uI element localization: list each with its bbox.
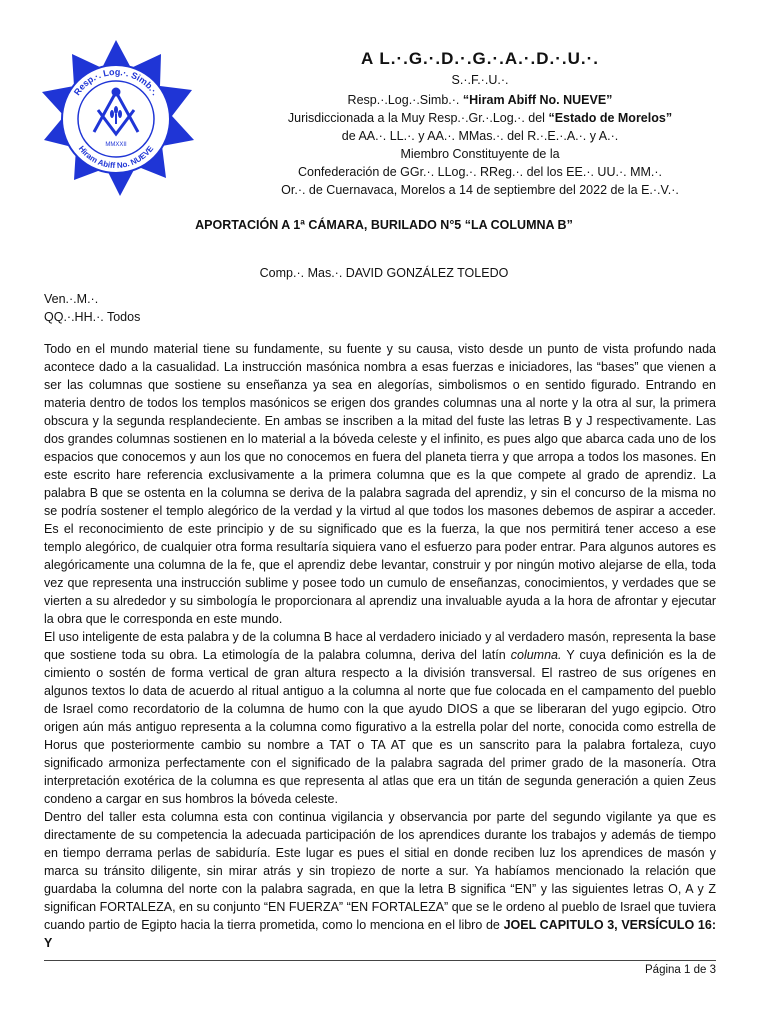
document-author: Comp.·. Mas.·. DAVID GONZÁLEZ TOLEDO xyxy=(259,266,509,280)
document-body xyxy=(44,340,716,952)
greeting-line2: QQ.·.HH.·. Todos xyxy=(44,310,141,324)
header-line5: Miembro Constituyente de la xyxy=(400,147,560,161)
header-title: A L.·.G.·.D.·.G.·.A.·.D.·.U.·. xyxy=(360,49,600,68)
paragraph-3: Dentro del taller esta columna esta con continua vigilancia y observancia por parte del segundo vigilante ya que es directamente de su competencia la adecuada participación de los aprendices durante los trabajos y además de tiempo en tiempo derrama perlas de sabiduría. Este lugar es pues el sitial en donde reciben luz los aprendices de masón y marca su tránsito diligente, sin mirar atrás y sin tropiezo de norte a sur. Ya habíamos mencionado la relación que guardaba la columna del norte con la palabra sagrada, en que la letra B significa “EN” y las siguientes letras O, A y Z significan FORTALEZA, en su conjunto “EN FUERZA” “EN FORTALEZA” que se le ordeno al pueblo de Israel que tuviera cuando partio de Egipto hacia la tierra prometida, como lo menciona en el libro de JOEL CAPITULO 3, VERSÍCULO 16: Y xyxy=(44,810,716,950)
header-line3: Jurisdiccionada a la Muy Resp.·.Gr.·.Log.·. del “Estado de Morelos” xyxy=(287,111,673,125)
document-topic: APORTACIÓN A 1ª CÁMARA, BURILADO N°5 “LA COLUMNA B” xyxy=(195,218,573,232)
footer-divider xyxy=(44,960,716,961)
seal-year: MMXXII xyxy=(105,142,127,148)
header-line7: Or.·. de Cuernavaca, Morelos a 14 de septiembre del 2022 de la E.·.V.·. xyxy=(281,183,679,197)
lodge-seal-logo xyxy=(36,40,196,200)
paragraph-2: El uso inteligente de esta palabra y de la columna B hace al verdadero iniciado y al verdadero masón, representa la base que sostiene toda su obra. La etimología de la palabra columna, deriva del latín columna. Y cuya definición es la de cimiento o sostén de forma vertical de gran altura respecto a la división transversal. El rastreo de sus orígenes en algunos textos lo data de acuerdo al ritual antiguo a la columna al norte que fue colocada en el campamento del pueblo de Israel como recordatorio de la columna de humo con la que ayudo DIOS a que se liberaran del yugo egipcio. Otro origen aún más antiguo representa a la columna como figurativo a la estrella polar del norte, conocida como estrella de Horus que posteriormente cambio su nombre a TAT o TA AT que es un sanscrito para la palabra fortaleza, cuyo significado armoniza perfectamente con el significado de la palabra sagrada del primer grado de la masonería. Otra interpretación exotérica de la columna es que representa al atlas que era un titán de segunda generación a quien Zeus condeno a cargar en sus hombros la bóveda celeste. xyxy=(44,630,716,806)
paragraph-1: Todo en el mundo material tiene su fundamente, su fuente y su causa, visto desde un punto de vista profundo nada acontece dado a la casualidad. La instrucción masónica nombra a esas fuerzas e iniciadores, las “bases” que vienen a ser las columnas que sostiene su enseñanza ya sea en alegorías, simbolismos o en sentido figurado. Entrando en materia dentro de todos los templos masónicos se erigen dos grandes columnas una al norte y la otra al sur, la primera obscura y la segunda resplandeciente. En ambas se inscriben a la mitad del fuste las letras B y J respectivamente. Las dos grandes columnas sostienen en lo material a la bóveda celeste y el infinito, es pues algo que abarca cada uno de los espacios que conocemos y aun los que no conocemos en fuera del planeta tierra y que arropa a todos los masones. En este escrito hare referencia exclusivamente a la primera columna que es la que compete al grado de aprendiz. La palabra B que se ostenta en la columna se deriva de la palabra sagrada del aprendiz, y sin el concurso de la misma no se podría sostener el templo alegórico de la verdad y la virtud al que todos los masones debemos de aspirar a acceder. Es el reconocimiento de este principio y de su significado que es la fuerza, la que nos permitirá tener acceso a ese templo alegórico, de cualquier otra forma resultaría siquiera vano el esfuerzo para poder entrar. Para algunos autores es alegóricamente una columna de la fe, que el aprendiz debe levantar, construir y por ningún motivo alejarse de ella, toda vez que representa una instrucción sublime y posee todo un cumulo de enseñanzas, conocimientos, y verdades que se vierten a su alrededor y su simbología le proporcionara al aprendiz una invaluable ayuda a la hora de afrontar y ejecutar la obra que le corresponda en este mundo. xyxy=(44,342,716,626)
header-line1: S.·.F.·.U.·. xyxy=(451,73,509,87)
greeting-line1: Ven.·.M.·. xyxy=(44,292,99,306)
seal-ring-text: Resp.·. Log.·. Simb.·. xyxy=(71,66,161,98)
page-number: Página 1 de 3 xyxy=(645,964,716,976)
header-line4: de AA.·. LL.·. y AA.·. MMas.·. del R.·.E.·.A.·. y A.·. xyxy=(341,129,619,143)
header-line2: Resp.·.Log.·.Simb.·. “Hiram Abiff No. NUEVE” xyxy=(347,93,613,107)
header-line6: Confederación de GGr.·. LLog.·. RReg.·. del los EE.·. UU.·. MM.·. xyxy=(297,165,662,179)
seal-bottom-text: Hiram Abiff No. NUEVE xyxy=(76,144,156,171)
